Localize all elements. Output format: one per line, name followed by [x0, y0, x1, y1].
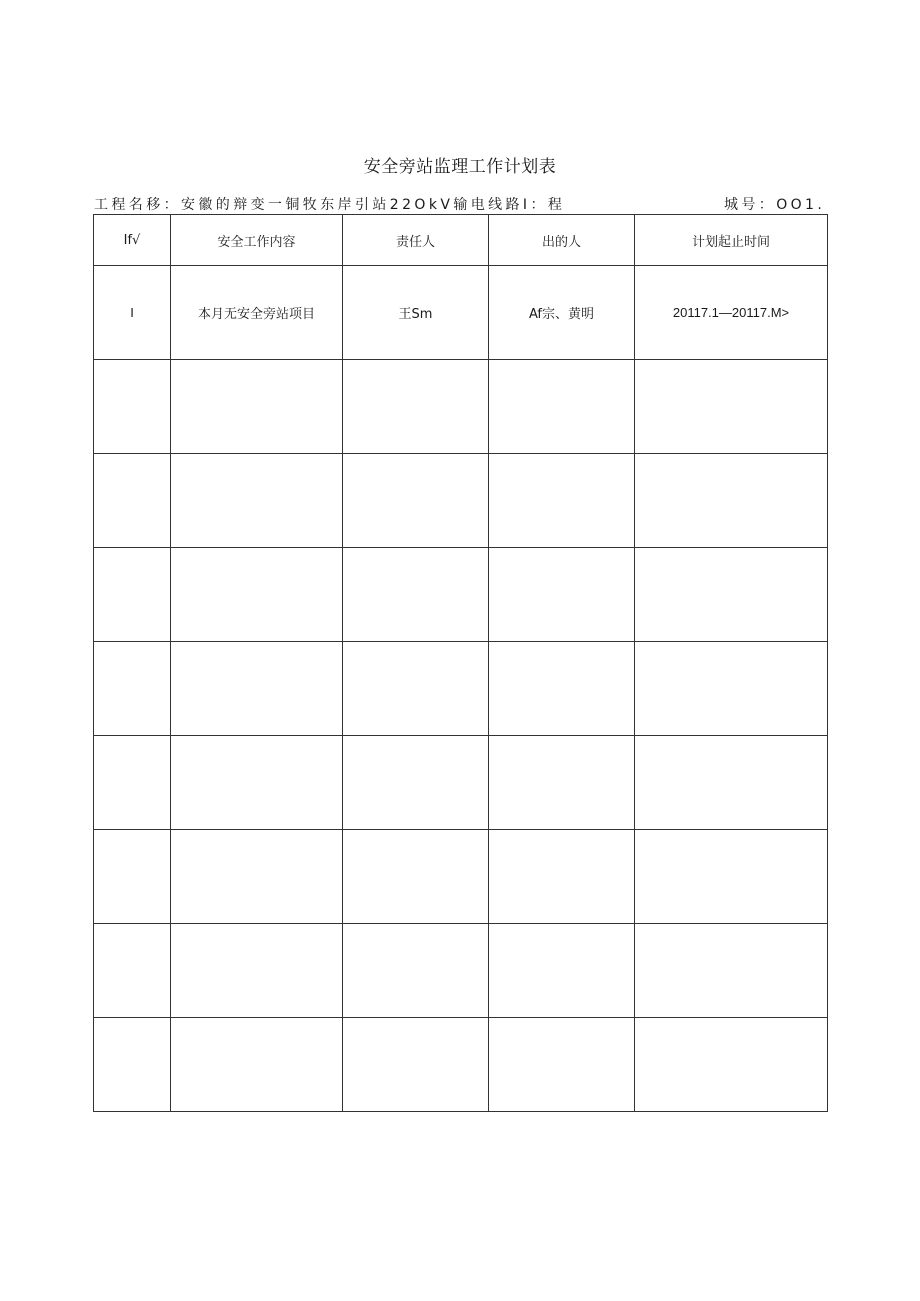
table-row [94, 736, 828, 830]
cell-participants [489, 736, 635, 830]
cell-index [94, 360, 171, 454]
cell-responsible: 王Sm [343, 266, 489, 360]
cell-schedule [635, 360, 828, 454]
cell-content [171, 924, 343, 1018]
document-number: 城号：OO1. [724, 197, 826, 213]
plan-table [93, 214, 828, 1112]
cell-schedule [635, 924, 828, 1018]
header-participants: 出的人 [489, 215, 635, 266]
cell-index: I [94, 266, 171, 360]
cell-responsible [343, 642, 489, 736]
cell-responsible [343, 360, 489, 454]
cell-participants [489, 454, 635, 548]
cell-content [171, 360, 343, 454]
cell-index [94, 924, 171, 1018]
table-row [94, 642, 828, 736]
cell-content [171, 1018, 343, 1112]
cell-responsible [343, 830, 489, 924]
cell-responsible [343, 736, 489, 830]
cell-responsible [343, 548, 489, 642]
document-title: 安全旁站监理工作计划表 [363, 157, 557, 177]
header-schedule: 计划起止时间 [635, 215, 828, 266]
cell-schedule [635, 548, 828, 642]
cell-index [94, 642, 171, 736]
cell-schedule [635, 1018, 828, 1112]
header-responsible: 责任人 [343, 215, 489, 266]
table-row [94, 266, 828, 360]
cell-index [94, 1018, 171, 1112]
cell-content [171, 548, 343, 642]
cell-responsible [343, 454, 489, 548]
cell-participants [489, 924, 635, 1018]
cell-participants [489, 642, 635, 736]
cell-participants [489, 1018, 635, 1112]
cell-content: 本月无安全旁站项目 [171, 266, 343, 360]
cell-participants [489, 548, 635, 642]
table-row [94, 454, 828, 548]
cell-schedule [635, 454, 828, 548]
table-row [94, 360, 828, 454]
cell-content [171, 642, 343, 736]
table-row [94, 1018, 828, 1112]
cell-schedule: 20117.1—20117.M> [635, 266, 828, 360]
cell-participants [489, 830, 635, 924]
project-name: 工程名移：安徽的辩变一铜牧东岸引站22OkV输电线路I：程 [94, 197, 566, 213]
cell-index [94, 548, 171, 642]
cell-responsible [343, 1018, 489, 1112]
table-row [94, 548, 828, 642]
cell-participants: Af宗、黄明 [489, 266, 635, 360]
cell-index [94, 830, 171, 924]
cell-content [171, 830, 343, 924]
cell-participants [489, 360, 635, 454]
cell-schedule [635, 642, 828, 736]
cell-schedule [635, 830, 828, 924]
cell-content [171, 454, 343, 548]
cell-schedule [635, 736, 828, 830]
table-header-row [94, 215, 828, 266]
cell-content [171, 736, 343, 830]
table-row [94, 830, 828, 924]
table-row [94, 924, 828, 1018]
header-index: If√ [94, 215, 171, 266]
cell-index [94, 736, 171, 830]
cell-responsible [343, 924, 489, 1018]
cell-index [94, 454, 171, 548]
header-content: 安全工作内容 [171, 215, 343, 266]
